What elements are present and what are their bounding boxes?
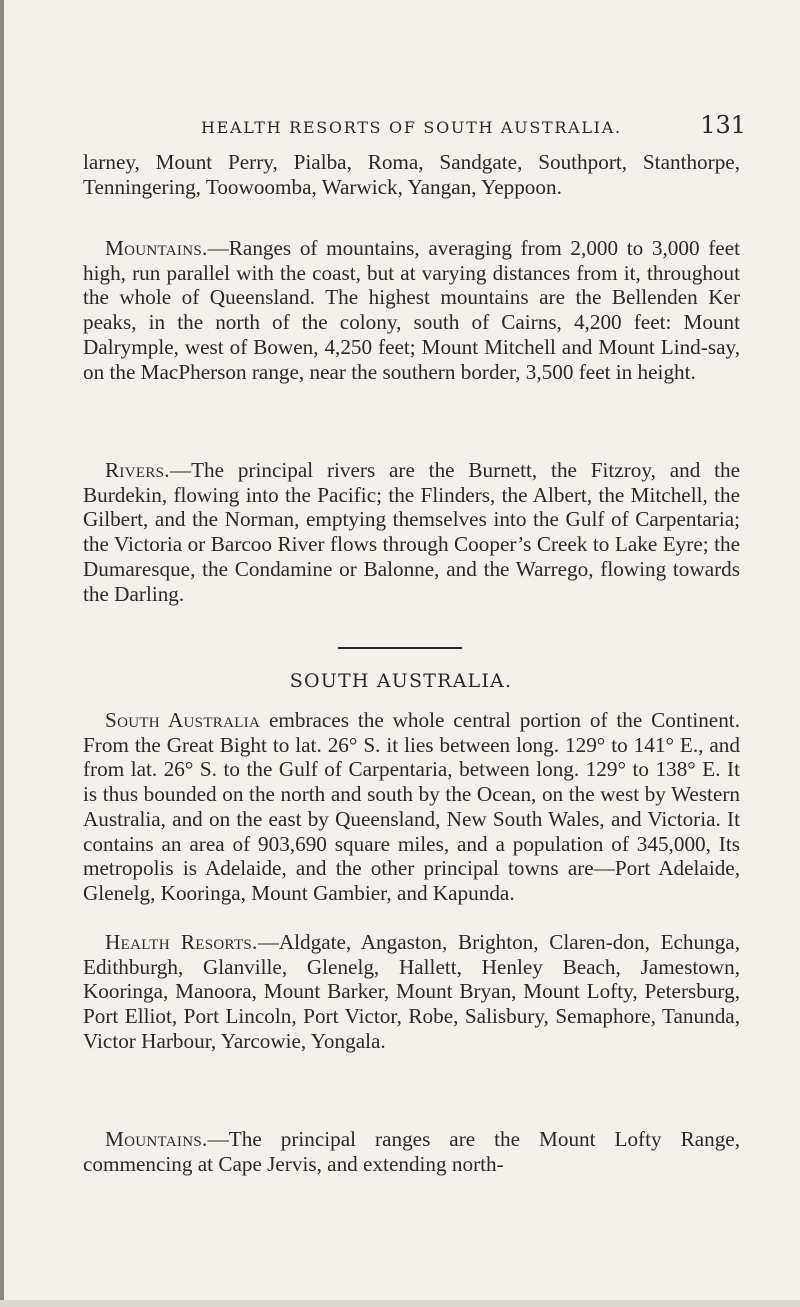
paragraph-text: —The principal ranges are the Mount Lofty Range, commencing at Cape Jervis, and extending north- — [83, 1127, 740, 1176]
paragraph-heading: Mountains. — [105, 236, 208, 260]
page-edge-shadow — [0, 0, 4, 1307]
south-australia-mountains-paragraph — [83, 1127, 740, 1176]
paragraph-heading: Health Resorts. — [105, 930, 258, 954]
section-divider — [338, 646, 462, 650]
paragraph-text: larney, Mount Perry, Pialba, Roma, Sandgate, Southport, Stanthorpe, Tenningering, Toowoomba, Warwick, Yangan, Yeppoon. — [83, 150, 740, 199]
section-title: SOUTH AUSTRALIA. — [289, 670, 513, 692]
south-australia-overview-paragraph — [83, 708, 740, 906]
queensland-mountains-paragraph — [83, 236, 740, 384]
health-resorts-paragraph — [83, 930, 740, 1054]
queensland-rivers-paragraph — [83, 458, 740, 606]
paragraph-text: embraces the whole central portion of the Continent. From the Great Bight to lat. 26° S. it lies between long. 129° to 141° E., and from lat. 26° S. to the Gulf of Carpentaria, between long. 129° to 138° E. It is thus bounded on the north and south by the Ocean, on the west by Western Australia, and on the east by Queensland, New South Wales, and Victoria. It contains an area of 903,690 square miles, and a population of 345,000, Its metropolis is Adelaide, and the other principal towns are—Port Adelaide, Glenelg, Kooringa, Mount Gambier, and Kapunda. — [83, 708, 740, 905]
page-header — [201, 111, 746, 145]
page-bottom-edge — [0, 1300, 800, 1307]
continuation-paragraph — [83, 150, 740, 199]
page-number: 131 — [700, 111, 746, 139]
paragraph-text: —The principal rivers are the Burnett, the Fitzroy, and the Burdekin, flowing into the Pacific; the Flinders, the Albert, the Mitchell, the Gilbert, and the Norman, emptying themselves into the Gulf of Carpentaria; the Victoria or Barcoo River flows through Cooper’s Creek to Lake Eyre; the Dumaresque, the Condamine or Balonne, and the Warrego, flowing towards the Darling. — [83, 458, 740, 606]
running-head: HEALTH RESORTS OF SOUTH AUSTRALIA. — [201, 118, 622, 137]
paragraph-heading: Mountains. — [105, 1127, 208, 1151]
paragraph-heading: South Australia — [105, 708, 261, 732]
paragraph-text: —Aldgate, Angaston, Brighton, Claren-don, Echunga, Edithburgh, Glanville, Glenelg, Hallett, Henley Beach, Jamestown, Kooringa, Manoora, Mount Barker, Mount Bryan, Mount Lofty, Petersburg, Port Elliot, Port Lincoln, Port Victor, Robe, Salisbury, Semaphore, Tanunda, Victor Harbour, Yarcowie, Yongala. — [83, 930, 741, 1053]
paragraph-heading: Rivers. — [105, 458, 170, 482]
paragraph-text: —Ranges of mountains, averaging from 2,000 to 3,000 feet high, run parallel with the coast, but at varying distances from it, throughout the whole of Queensland. The highest mountains are the Bellenden Ker peaks, in the north of the colony, south of Cairns, 4,200 feet: Mount Dalrymple, west of Bowen, 4,250 feet; Mount Mitchell and Mount Lind-say, on the MacPherson range, near the southern border, 3,500 feet in height. — [83, 236, 740, 384]
